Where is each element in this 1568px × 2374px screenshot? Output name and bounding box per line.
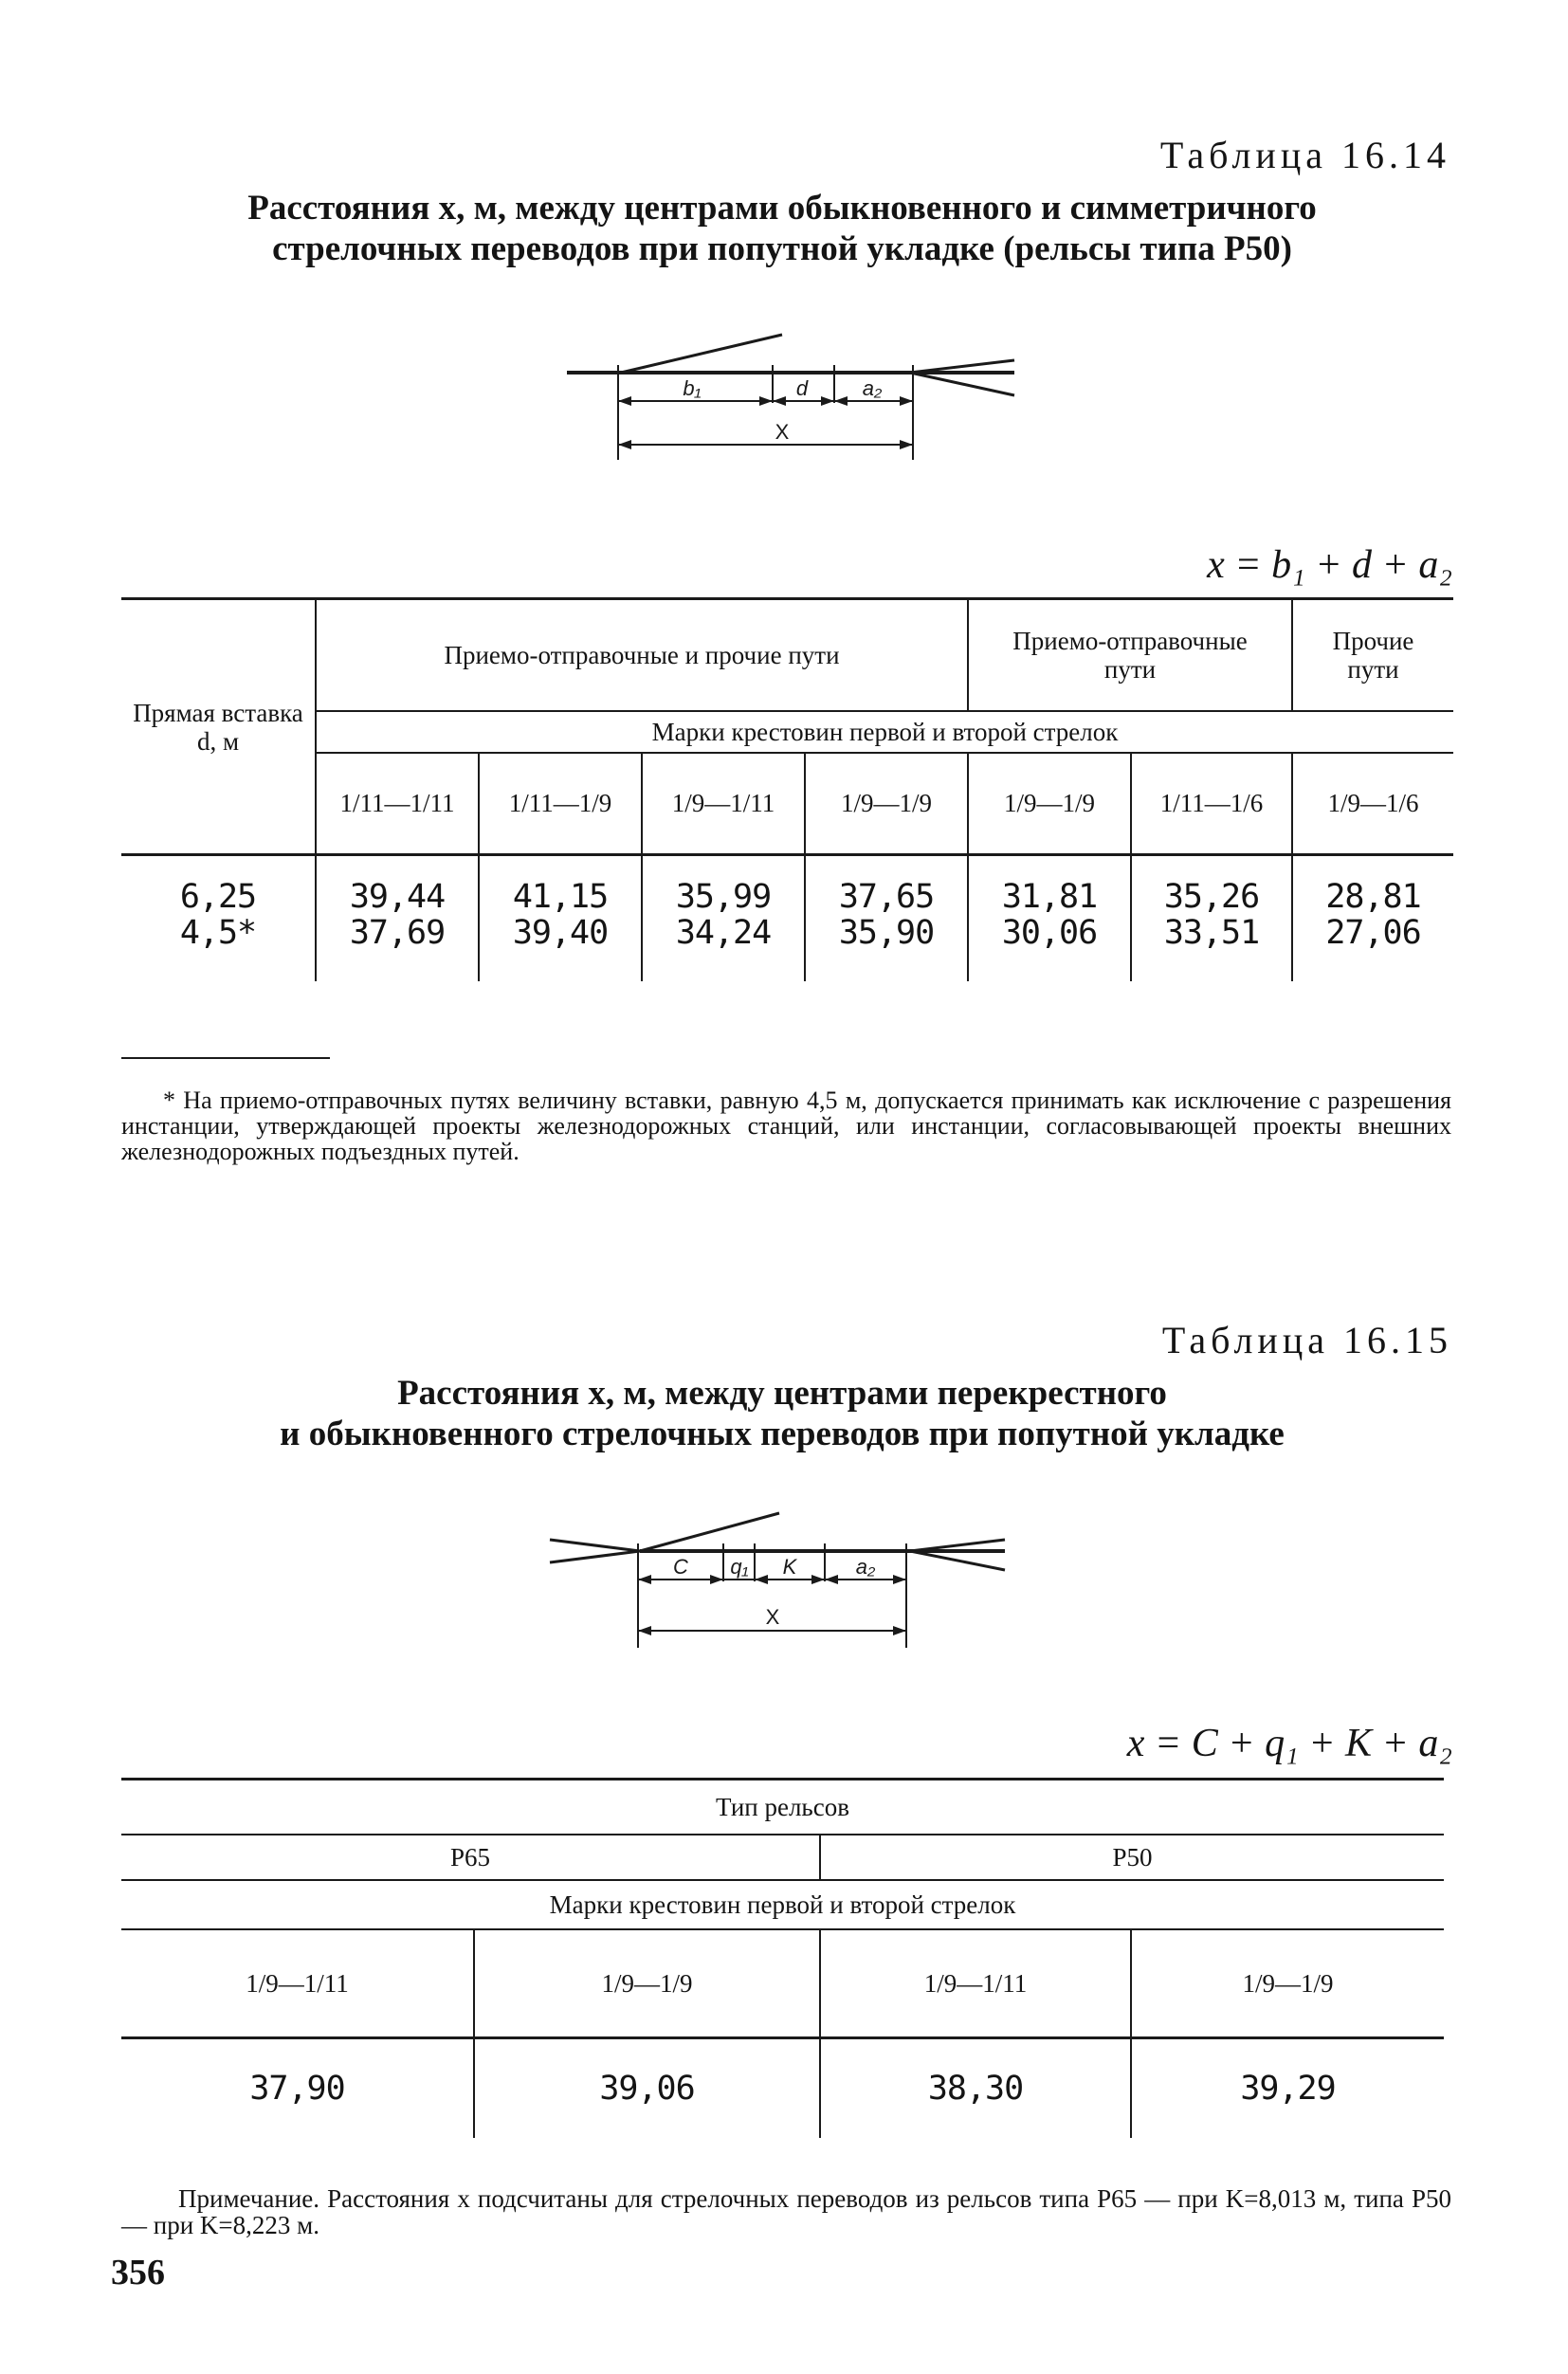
diagram1-label-x: X [775,420,790,444]
diagram1-label-d: d [795,376,809,400]
rail-type-p50: Р50 [820,1835,1444,1880]
table1-footnote: * На приемо-отправочных путях величину вставки, равную 4,5 м, допускается принимать как исключение с разрешения инстанции, утверждающей проекты железнодорожных станций, или инстанции, согласовывающей проекты внешних железнодорожных подъездных путей. [121,1087,1451,1165]
table-cell: 28,81 [1292,855,1453,916]
diagram1-label-a2: a₂ [862,376,883,400]
rail-type-header: Тип рельсов [716,1792,849,1821]
column-header: 1/9—1/9 [805,753,968,855]
column-header: 1/9—1/9 [968,753,1131,855]
table1-title-line1: Расстояния x, м, между центрами обыкновенного и симметричного [247,189,1317,228]
column-header: 1/9—1/11 [642,753,805,855]
group-header-1: Приемо-отправочные и прочие пути [316,599,968,711]
table1-title-line2: стрелочных переводов при попутной укладке (рельсы типа Р50) [272,229,1292,268]
column-header: 1/11—1/9 [479,753,642,855]
diagram2-label-c: C [673,1555,688,1579]
column-header: 1/9—1/11 [246,1968,349,1998]
group-header-3: Прочие пути [1292,599,1453,711]
column-header: 1/11—1/11 [316,753,479,855]
table-cell: 35,90 [805,915,968,981]
rail-type-p65: Р65 [449,1842,491,1872]
page-number: 356 [111,2253,165,2292]
table2-title-line1: Расстояния x, м, между центрами перекрестного [397,1374,1167,1413]
table2-title-line2: и обыкновенного стрелочных переводов при попутной укладке [280,1415,1285,1453]
table-cell: 39,40 [479,915,642,981]
table-cell: 31,81 [968,855,1131,916]
column-header: 1/9—1/11 [820,1929,1131,2038]
table-cell: 33,51 [1131,915,1292,981]
table-cell: 39,44 [316,855,479,916]
table-cell-d: 4,5* [179,914,257,952]
table-cell: 37,90 [249,2069,345,2108]
table-cell: 39,29 [1131,2038,1444,2138]
table1-caption: Таблица 16.14 [1159,134,1450,176]
table2-note: Примечание. Расстояния x подсчитаны для стрелочных переводов из рельсов типа Р65 — при K=8,013 м, типа Р50 — при K=8,223 м. [121,2184,1451,2239]
table-cell: 38,30 [820,2038,1131,2138]
table-cell: 34,24 [642,915,805,981]
table-cell: 35,99 [642,855,805,916]
group-header-2: Приемо-отправочные пути [968,599,1292,711]
column-header: 1/9—1/6 [1292,753,1453,855]
turnout-diagram-2 [540,1506,1024,1648]
diagram2-label-a2: a₂ [855,1555,876,1579]
marks-subheader: Марки крестовин первой и второй стрелок [549,1890,1016,1919]
table2 [121,1778,1444,2138]
turnout-diagram-1 [550,327,1033,469]
column-header: 1/9—1/9 [474,1929,820,2038]
table2-formula: x = C + q₁ + K + a₂ [1126,1722,1452,1765]
table-cell: 35,26 [1131,855,1292,916]
table2-caption: Таблица 16.15 [1161,1319,1452,1361]
table1 [121,597,1453,981]
table-cell: 37,69 [316,915,479,981]
table1-formula: x = b₁ + d + a₂ [1207,543,1452,587]
column-header: 1/9—1/9 [1131,1929,1444,2038]
row-header-insert: Прямая вставка d, м [133,698,303,756]
table-cell-d: 6,25 [179,878,257,916]
diagram2-label-k: K [782,1555,797,1579]
table-cell: 39,06 [474,2038,820,2138]
footnote-divider [121,1057,330,1059]
column-header: 1/11—1/6 [1131,753,1292,855]
table-cell: 27,06 [1292,915,1453,981]
diagram1-label-b1: b₁ [683,376,702,400]
diagram2-label-x: X [765,1605,780,1629]
table-cell: 30,06 [968,915,1131,981]
diagram2-label-q1: q₁ [730,1555,749,1579]
table-cell: 41,15 [479,855,642,916]
marks-subheader: Марки крестовин первой и второй стрелок [316,711,1453,753]
table-cell: 37,65 [805,855,968,916]
